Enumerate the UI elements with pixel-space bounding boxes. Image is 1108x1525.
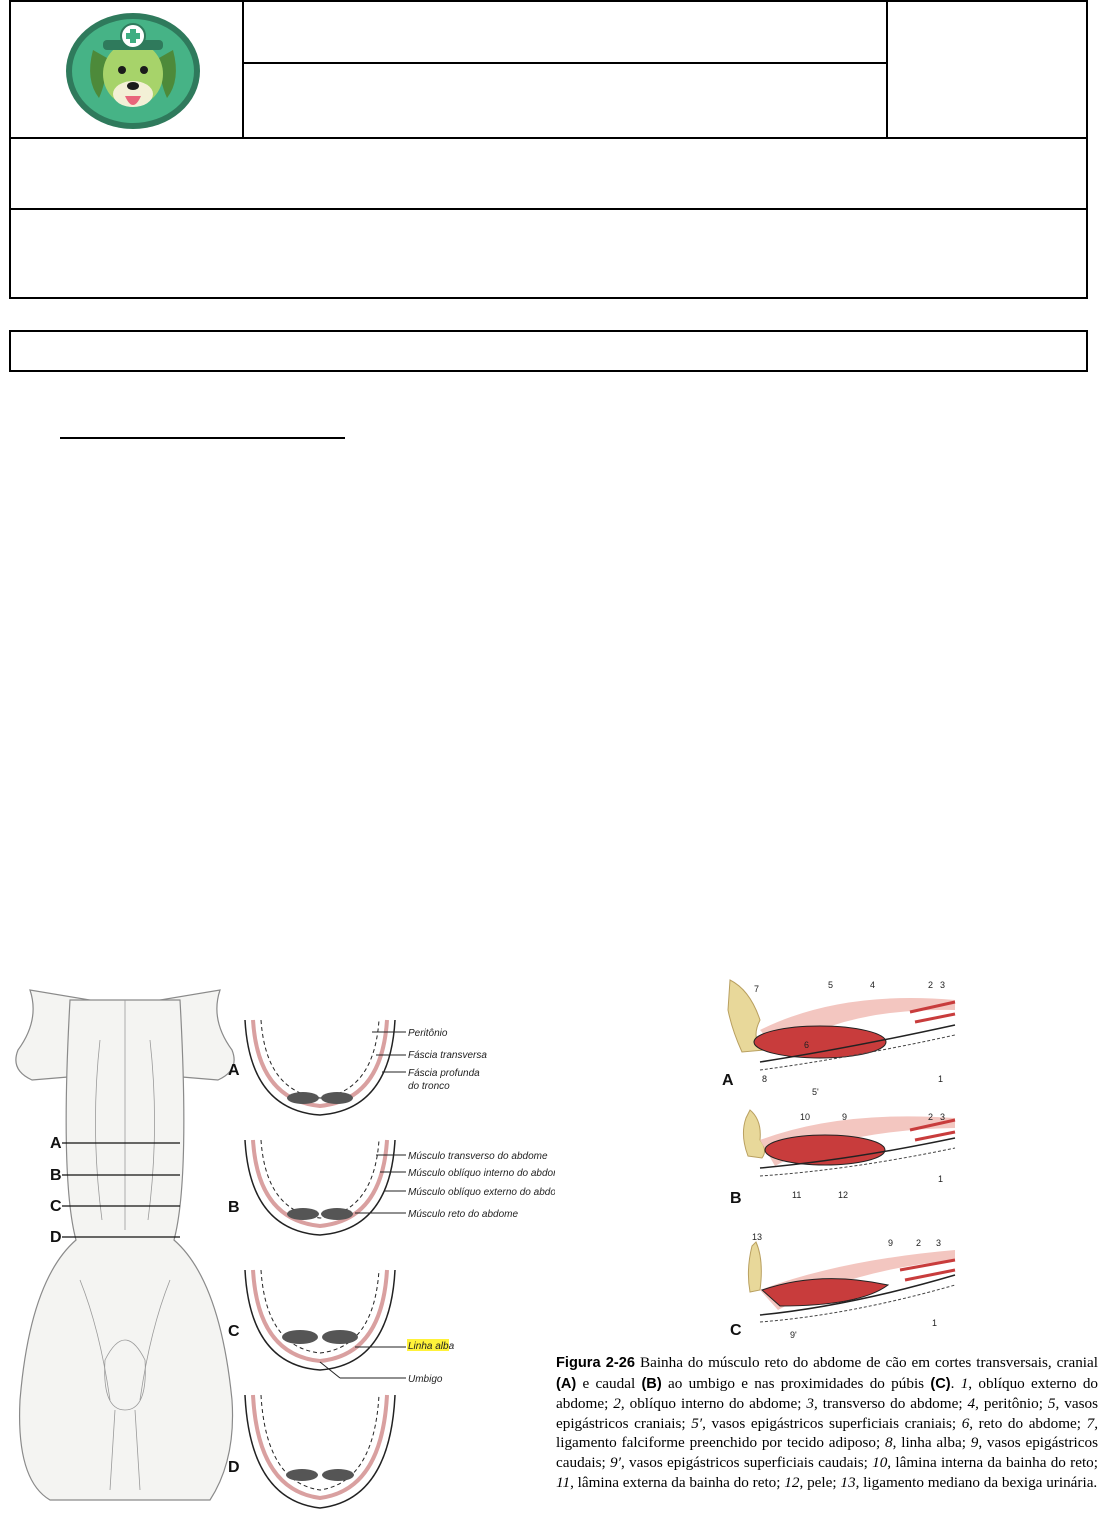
panel-b — [743, 1110, 955, 1176]
panel-letter-b: B — [730, 1190, 742, 1207]
num-b-12: 12 — [838, 1190, 849, 1200]
section-letter-d: D — [228, 1459, 240, 1476]
num-b-2: 2 — [928, 1112, 934, 1122]
num-b-9: 9 — [842, 1112, 848, 1122]
num-a-3: 3 — [940, 980, 946, 990]
date-cell — [886, 2, 1086, 137]
header-row-3 — [11, 208, 1086, 299]
label-linha-alba: Linha alba — [408, 1341, 455, 1352]
num-c-13: 13 — [752, 1232, 763, 1242]
label-do-tronco: do tronco — [408, 1081, 450, 1092]
section-title-bar — [9, 330, 1088, 372]
panel-letter-c: C — [730, 1322, 742, 1339]
num-b-11: 11 — [792, 1190, 802, 1200]
label-obliquo-externo: Músculo oblíquo externo do abdome — [408, 1187, 555, 1198]
section-c — [245, 1270, 406, 1378]
num-a-5: 5 — [828, 980, 834, 990]
figure-caption: Figura 2-26 Bainha do músculo reto do abdome de cão em cortes transversais, cranial (A) e caudal (B) ao umbigo e nas proximidades do púbis (C). 1, oblíquo externo do abdome; 2, oblíquo interno do abdome; 3, transverso do abdome; 4, peritônio; 5, vasos epigástricos craniais; 5′, vasos epigástricos superficiais craniais; 6, reto do abdome; 7, ligamento falciforme preenchido por tecido adiposo; 8, linha alba; 9, vasos epigástricos caudais; 9′, vasos epigástricos superficiais caudais; 10, lâmina interna da bainha do reto; 11, lâmina externa da bainha do reto; 12, pele; 13, ligamento mediano da bexiga urinária. — [556, 1354, 1099, 1491]
label-fascia-transversa: Fáscia transversa — [408, 1050, 487, 1061]
num-c-2: 2 — [916, 1238, 922, 1248]
panel-letter-a: A — [722, 1072, 734, 1089]
label-transverso: Músculo transverso do abdome — [408, 1151, 548, 1162]
section-b — [245, 1140, 406, 1235]
abdominal-wall-figure — [10, 980, 555, 1520]
num-a-4: 4 — [870, 980, 876, 990]
label-reto: Músculo reto do abdome — [408, 1209, 519, 1220]
section-letter-a: A — [228, 1062, 240, 1079]
title-cell-1 — [244, 2, 886, 64]
label-obliquo-interno: Músculo oblíquo interno do abdome — [408, 1168, 555, 1179]
num-a-8: 8 — [762, 1074, 768, 1084]
panel-a — [728, 980, 955, 1070]
num-c-9prime: 9' — [790, 1330, 797, 1340]
section-d — [245, 1395, 395, 1508]
panel-c — [748, 1242, 955, 1322]
num-b-1: 1 — [938, 1174, 944, 1184]
title-cell-2 — [244, 64, 886, 137]
logo-cell — [11, 2, 244, 137]
header-row-2 — [11, 137, 1086, 208]
level-label-d: D — [50, 1229, 62, 1246]
section-letter-b: B — [228, 1199, 240, 1216]
section-letter-c: C — [228, 1323, 240, 1340]
heading-underline — [60, 437, 345, 439]
num-c-1: 1 — [932, 1318, 938, 1328]
num-a-2: 2 — [928, 980, 934, 990]
label-umbigo: Umbigo — [408, 1374, 443, 1385]
label-fascia-profunda: Fáscia profunda — [408, 1068, 480, 1079]
num-c-3: 3 — [936, 1238, 942, 1248]
num-a-1: 1 — [938, 1074, 944, 1084]
level-label-c: C — [50, 1198, 62, 1215]
num-c-9: 9 — [888, 1238, 894, 1248]
num-a-5prime: 5' — [812, 1087, 819, 1097]
num-a-7: 7 — [754, 984, 760, 994]
section-a — [245, 1020, 406, 1115]
rectus-sheath-figure — [720, 970, 965, 1345]
label-peritonio: Peritônio — [408, 1028, 448, 1039]
caption-figure-label: Figura 2-26 — [556, 1355, 636, 1371]
level-label-b: B — [50, 1167, 62, 1184]
num-b-3: 3 — [940, 1112, 946, 1122]
level-label-a: A — [50, 1135, 62, 1152]
header-table — [9, 0, 1088, 299]
num-b-10: 10 — [800, 1112, 811, 1122]
dog-doctor-logo-icon — [63, 10, 203, 132]
num-a-6: 6 — [804, 1040, 810, 1050]
